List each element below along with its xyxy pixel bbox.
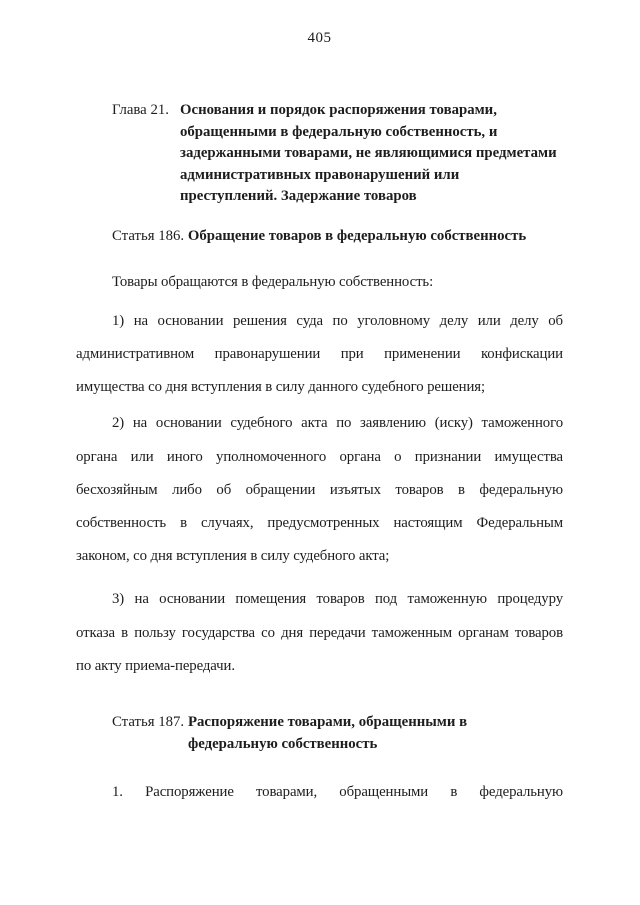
paragraph-2-line: собственность в случаях, предусмотренных настоящим Федеральным — [76, 514, 563, 531]
intro-line: Товары обращаются в федеральную собственность: — [112, 273, 434, 290]
page-number: 405 — [307, 30, 332, 46]
paragraph-2-line: 2) на основании судебного акта по заявлению (иску) таможенного — [112, 415, 563, 432]
article-187-title-line: Распоряжение товарами, обращенными в — [188, 713, 468, 730]
chapter-title-line: обращенными в федеральную собственность, и — [180, 123, 498, 140]
paragraph-3-line: по акту приема-передачи. — [76, 657, 235, 674]
chapter-title-line: преступлений. Задержание товаров — [180, 188, 417, 204]
paragraph-2-line: бесхозяйным либо об обращении изъятых товаров в федеральную — [76, 481, 563, 498]
article-187-title-line: федеральную собственность — [188, 735, 378, 752]
article-186-heading — [112, 226, 563, 246]
paragraph-187-line: 1. Распоряжение товарами, обращенными в федеральную — [112, 783, 563, 800]
chapter-heading — [112, 100, 563, 208]
chapter-label: Глава 21. — [112, 102, 169, 118]
article-187-label: Статья 187. — [112, 713, 185, 730]
article-186-label: Статья 186. — [112, 227, 185, 244]
article-186-title: Обращение товаров в федеральную собственность — [187, 227, 527, 244]
paragraph-1-line: 1) на основании решения суда по уголовному делу или делу об — [112, 312, 563, 329]
paragraph-2-line: органа или иного уполномоченного органа о признании имущества — [76, 448, 563, 465]
paragraph-3-line: 3) на основании помещения товаров под таможенную процедуру — [112, 591, 563, 608]
chapter-title — [180, 100, 563, 208]
article-187-heading — [112, 711, 563, 755]
chapter-title-line: Основания и порядок распоряжения товарами, — [180, 102, 497, 118]
paragraph-1-line: имущества со дня вступления в силу данного судебного решения; — [76, 379, 486, 396]
paragraph-2 — [76, 407, 563, 573]
paragraph-3-line: отказа в пользу государства со дня передачи таможенным органам товаров — [76, 624, 563, 641]
paragraph-1 — [76, 305, 563, 405]
paragraph-1-line: административном правонарушении при применении конфискации — [76, 345, 563, 362]
paragraph-3 — [76, 583, 563, 683]
paragraph-2-line: законом, со дня вступления в силу судебного акта; — [76, 548, 390, 565]
article-187-title — [188, 711, 563, 755]
chapter-title-line: административных правонарушений или — [180, 166, 460, 183]
chapter-title-line: задержанными товарами, не являющимися предметами — [180, 145, 557, 161]
